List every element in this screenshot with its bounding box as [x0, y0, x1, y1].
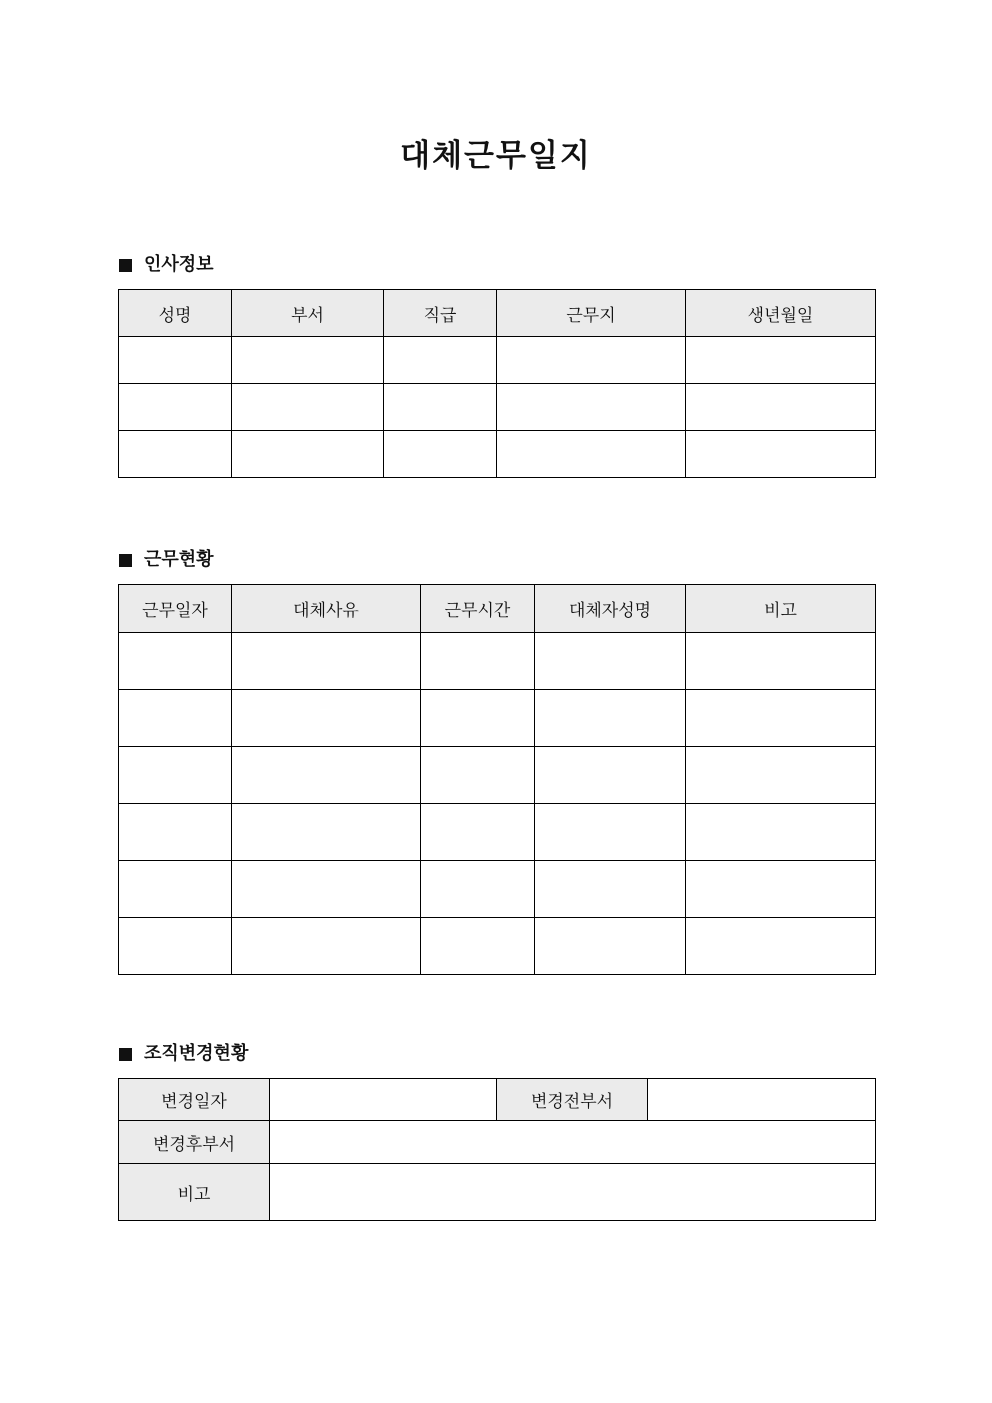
table-cell[interactable] [421, 747, 535, 804]
remarks-field[interactable] [270, 1164, 876, 1221]
table-cell[interactable] [232, 861, 421, 918]
work-status-table [118, 584, 876, 975]
document-title: 대체근무일지 [400, 138, 592, 174]
table-cell[interactable] [686, 431, 876, 478]
table-row [119, 1079, 876, 1121]
table-cell[interactable] [535, 804, 686, 861]
table-cell[interactable] [686, 861, 876, 918]
section-heading-org-change [119, 1042, 248, 1066]
column-header: 대체사유 [232, 585, 421, 633]
after-dept-field[interactable] [270, 1121, 876, 1164]
section-heading-personnel [119, 253, 214, 277]
table-cell[interactable] [535, 690, 686, 747]
table-cell[interactable] [119, 431, 232, 478]
after-dept-label: 변경후부서 [119, 1121, 270, 1164]
table-cell[interactable] [119, 747, 232, 804]
table-row [119, 804, 876, 861]
table-cell[interactable] [232, 747, 421, 804]
table-cell[interactable] [686, 918, 876, 975]
column-header: 생년월일 [686, 290, 876, 337]
table-cell[interactable] [686, 633, 876, 690]
section-heading-label: 인사정보 [144, 254, 214, 275]
table-row [119, 1164, 876, 1221]
table-cell[interactable] [232, 337, 384, 384]
table-cell[interactable] [232, 804, 421, 861]
org-change-table [118, 1078, 876, 1221]
section-heading-label: 근무현황 [144, 549, 214, 570]
table-cell[interactable] [119, 384, 232, 431]
table-cell[interactable] [497, 431, 686, 478]
table-cell[interactable] [686, 384, 876, 431]
table-cell[interactable] [686, 690, 876, 747]
table-row [119, 337, 876, 384]
table-header-row [119, 585, 876, 633]
square-bullet-icon [119, 1048, 132, 1061]
table-cell[interactable] [535, 918, 686, 975]
table-cell[interactable] [686, 804, 876, 861]
table-cell[interactable] [119, 633, 232, 690]
column-header: 대체자성명 [535, 585, 686, 633]
table-cell[interactable] [119, 690, 232, 747]
table-cell[interactable] [232, 431, 384, 478]
before-dept-label: 변경전부서 [497, 1079, 648, 1121]
change-date-label: 변경일자 [119, 1079, 270, 1121]
table-row [119, 690, 876, 747]
table-cell[interactable] [535, 747, 686, 804]
remarks-label: 비고 [119, 1164, 270, 1221]
column-header: 근무일자 [119, 585, 232, 633]
table-cell[interactable] [421, 633, 535, 690]
column-header: 성명 [119, 290, 232, 337]
column-header: 비고 [686, 585, 876, 633]
table-cell[interactable] [232, 690, 421, 747]
table-cell[interactable] [384, 337, 497, 384]
table-cell[interactable] [232, 384, 384, 431]
table-cell[interactable] [119, 918, 232, 975]
section-heading-work-status [119, 548, 214, 572]
table-cell[interactable] [384, 384, 497, 431]
table-row [119, 747, 876, 804]
table-row [119, 918, 876, 975]
table-cell[interactable] [384, 431, 497, 478]
table-cell[interactable] [421, 690, 535, 747]
table-cell[interactable] [232, 918, 421, 975]
table-row [119, 384, 876, 431]
table-row [119, 861, 876, 918]
table-cell[interactable] [421, 804, 535, 861]
table-cell[interactable] [535, 861, 686, 918]
table-cell[interactable] [232, 633, 421, 690]
table-cell[interactable] [119, 337, 232, 384]
table-cell[interactable] [421, 918, 535, 975]
square-bullet-icon [119, 554, 132, 567]
table-row [119, 633, 876, 690]
table-cell[interactable] [686, 747, 876, 804]
table-cell[interactable] [497, 337, 686, 384]
table-cell[interactable] [497, 384, 686, 431]
table-cell[interactable] [686, 337, 876, 384]
column-header: 직급 [384, 290, 497, 337]
table-cell[interactable] [535, 633, 686, 690]
table-header-row [119, 290, 876, 337]
table-cell[interactable] [421, 861, 535, 918]
table-cell[interactable] [119, 861, 232, 918]
table-cell[interactable] [119, 804, 232, 861]
square-bullet-icon [119, 259, 132, 272]
before-dept-field[interactable] [648, 1079, 876, 1121]
personnel-table [118, 289, 876, 478]
change-date-field[interactable] [270, 1079, 497, 1121]
column-header: 근무지 [497, 290, 686, 337]
table-row [119, 431, 876, 478]
table-row [119, 1121, 876, 1164]
column-header: 근무시간 [421, 585, 535, 633]
column-header: 부서 [232, 290, 384, 337]
section-heading-label: 조직변경현황 [144, 1043, 249, 1064]
